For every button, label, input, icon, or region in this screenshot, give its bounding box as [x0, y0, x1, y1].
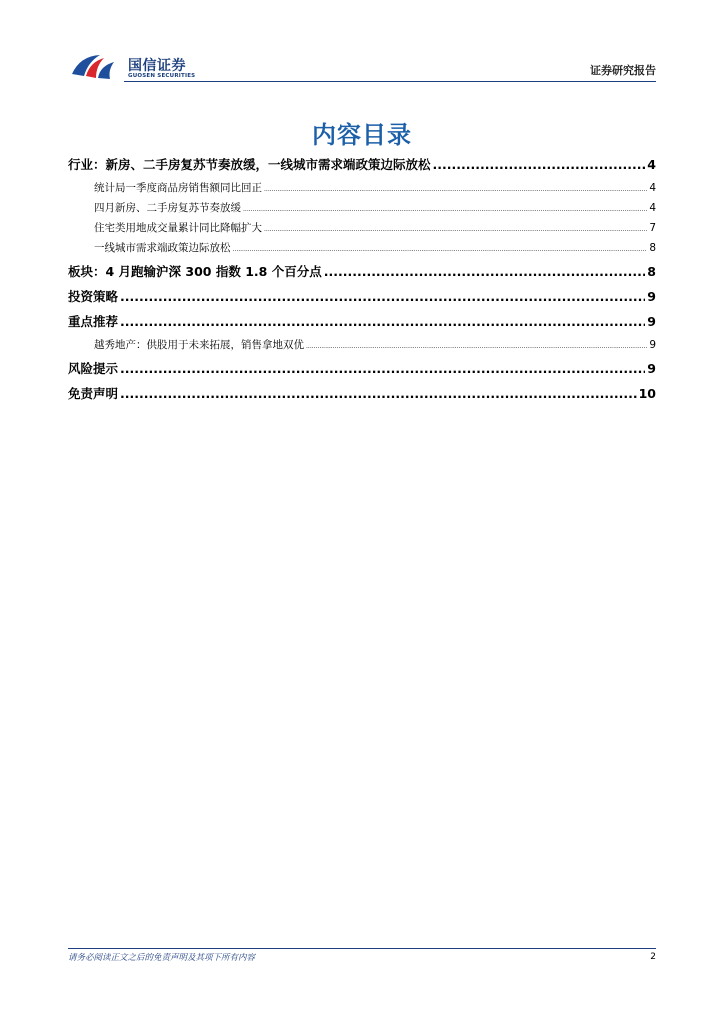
toc-leader-dots	[233, 242, 648, 254]
toc-entry-page: 8	[649, 242, 656, 254]
toc-entry[interactable]	[68, 155, 656, 173]
brand-name-cn: 国信证券	[128, 58, 186, 74]
toc-entry[interactable]	[68, 337, 656, 352]
toc-entry[interactable]	[68, 359, 656, 377]
toc-leader-dots	[306, 339, 647, 351]
toc-entry[interactable]	[68, 287, 656, 305]
toc-entry-page: 9	[647, 361, 656, 376]
toc-leader-dots	[324, 264, 646, 279]
toc-entry-text: 板块：4 月跑输沪深 300 指数 1.8 个百分点	[68, 264, 322, 279]
toc-entry-text: 越秀地产：供股用于未来拓展，销售拿地双优	[94, 339, 304, 351]
toc-entry[interactable]	[68, 384, 656, 402]
toc-entry-page: 10	[638, 386, 656, 401]
toc-entry-text: 免责声明	[68, 386, 119, 401]
toc-entry-page: 4	[649, 202, 656, 214]
toc-entry-text: 风险提示	[68, 361, 119, 376]
toc-entry[interactable]	[68, 240, 656, 255]
toc-leader-dots	[120, 386, 637, 401]
toc-entry[interactable]	[68, 312, 656, 330]
brand-name-en: GUOSEN SECURITIES	[128, 73, 196, 79]
toc-entry-text: 一线城市需求端政策边际放松	[94, 242, 231, 254]
toc-entry-page: 4	[647, 157, 656, 172]
toc-leader-dots	[120, 289, 645, 304]
toc-entry-text: 住宅类用地成交量累计同比降幅扩大	[94, 222, 262, 234]
report-type-label: 证券研究报告	[590, 64, 656, 77]
header-divider	[124, 81, 656, 82]
toc-entry-page: 9	[647, 314, 656, 329]
toc-entry[interactable]	[68, 262, 656, 280]
toc-leader-dots	[243, 202, 647, 214]
toc-entry-text: 统计局一季度商品房销售额同比回正	[94, 182, 262, 194]
toc-leader-dots	[264, 182, 647, 194]
toc-entry-text: 四月新房、二手房复苏节奏放缓	[94, 202, 241, 214]
brand-logo	[70, 52, 202, 82]
page-number: 2	[650, 952, 656, 962]
toc-entry[interactable]	[68, 200, 656, 215]
toc-entry[interactable]	[68, 220, 656, 235]
toc-leader-dots	[120, 314, 645, 329]
disclaimer-note: 请务必阅读正文之后的免责声明及其项下所有内容	[68, 953, 256, 963]
toc-entry-text: 投资策略	[68, 289, 119, 304]
toc-entry-page: 9	[649, 339, 656, 351]
toc-entry-page: 7	[649, 222, 656, 234]
toc-title: 内容目录	[312, 121, 412, 149]
toc-leader-dots	[433, 157, 646, 172]
footer-divider	[68, 948, 656, 949]
toc-entry-page: 9	[647, 289, 656, 304]
toc-entry-text: 重点推荐	[68, 314, 119, 329]
toc-leader-dots	[264, 222, 647, 234]
toc-entry[interactable]	[68, 180, 656, 195]
toc-entry-page: 4	[649, 182, 656, 194]
toc-entry-page: 8	[647, 264, 656, 279]
guosen-logo-icon	[70, 52, 124, 82]
toc-leader-dots	[120, 361, 645, 376]
toc-entry-text: 行业：新房、二手房复苏节奏放缓，一线城市需求端政策边际放松	[68, 157, 431, 172]
